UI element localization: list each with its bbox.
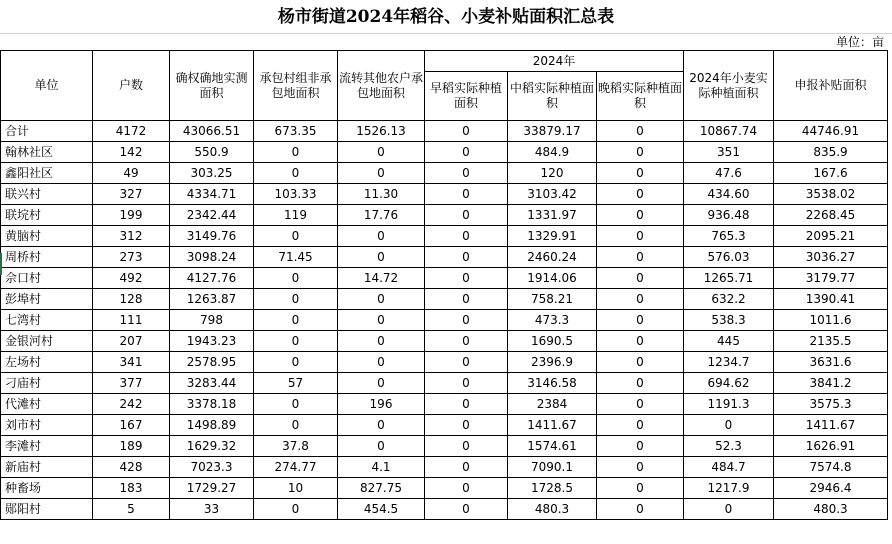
cell-mid-rice[interactable]: 1728.5 xyxy=(508,478,597,499)
cell-subsidy-area[interactable]: 2268.45 xyxy=(774,205,888,226)
cell-unit-name[interactable]: 刘市村 xyxy=(1,415,93,436)
cell-confirmed-area[interactable]: 303.25 xyxy=(170,163,254,184)
cell-mid-rice[interactable]: 2396.9 xyxy=(508,352,597,373)
cell-mid-rice[interactable]: 480.3 xyxy=(508,499,597,520)
cell-unit-name[interactable]: 彭埠村 xyxy=(1,289,93,310)
cell-households[interactable]: 341 xyxy=(93,352,170,373)
cell-subsidy-area[interactable]: 1411.67 xyxy=(774,415,888,436)
cell-subsidy-area[interactable]: 3631.6 xyxy=(774,352,888,373)
cell-contract-area[interactable]: 0 xyxy=(254,163,338,184)
cell-unit-name[interactable]: 新庙村 xyxy=(1,457,93,478)
cell-early-rice[interactable]: 0 xyxy=(425,142,508,163)
cell-households[interactable]: 312 xyxy=(93,226,170,247)
cell-unit-name[interactable]: 合计 xyxy=(1,121,93,142)
cell-households[interactable]: 207 xyxy=(93,331,170,352)
cell-early-rice[interactable]: 0 xyxy=(425,373,508,394)
cell-subsidy-area[interactable]: 1626.91 xyxy=(774,436,888,457)
cell-unit-name[interactable]: 七湾村 xyxy=(1,310,93,331)
table-row xyxy=(1,163,888,184)
cell-subsidy-area[interactable]: 3538.02 xyxy=(774,184,888,205)
cell-mid-rice[interactable]: 1914.06 xyxy=(508,268,597,289)
cell-mid-rice[interactable]: 7090.1 xyxy=(508,457,597,478)
cell-early-rice[interactable]: 0 xyxy=(425,478,508,499)
cell-early-rice[interactable]: 0 xyxy=(425,352,508,373)
cell-early-rice[interactable]: 0 xyxy=(425,184,508,205)
cell-mid-rice[interactable]: 33879.17 xyxy=(508,121,597,142)
cell-unit-name[interactable]: 周桥村 xyxy=(1,247,93,268)
cell-subsidy-area[interactable]: 480.3 xyxy=(774,499,888,520)
cell-mid-rice[interactable]: 120 xyxy=(508,163,597,184)
cell-contract-area[interactable]: 0 xyxy=(254,331,338,352)
cell-transfer-area[interactable]: 14.72 xyxy=(338,268,425,289)
cell-unit-name[interactable]: 联兴村 xyxy=(1,184,93,205)
cell-late-rice[interactable]: 0 xyxy=(597,226,684,247)
cell-unit-name[interactable]: 代滩村 xyxy=(1,394,93,415)
cell-unit-name[interactable]: 刁庙村 xyxy=(1,373,93,394)
cell-wheat-area[interactable]: 52.3 xyxy=(684,436,774,457)
cell-subsidy-area[interactable]: 44746.91 xyxy=(774,121,888,142)
cell-contract-area[interactable]: 0 xyxy=(254,394,338,415)
cell-confirmed-area[interactable]: 7023.3 xyxy=(170,457,254,478)
cell-households[interactable]: 111 xyxy=(93,310,170,331)
cell-wheat-area[interactable]: 632.2 xyxy=(684,289,774,310)
cell-households[interactable]: 199 xyxy=(93,205,170,226)
cell-subsidy-area[interactable]: 3179.77 xyxy=(774,268,888,289)
table-row xyxy=(1,373,888,394)
cell-wheat-area[interactable]: 1191.3 xyxy=(684,394,774,415)
table-row xyxy=(1,142,888,163)
cell-late-rice[interactable]: 0 xyxy=(597,331,684,352)
cell-transfer-area[interactable]: 0 xyxy=(338,415,425,436)
cell-mid-rice[interactable]: 3103.42 xyxy=(508,184,597,205)
cell-contract-area[interactable]: 0 xyxy=(254,226,338,247)
cell-contract-area[interactable]: 0 xyxy=(254,499,338,520)
cell-late-rice[interactable]: 0 xyxy=(597,268,684,289)
cell-contract-area[interactable]: 0 xyxy=(254,268,338,289)
cell-unit-name[interactable]: 黄脑村 xyxy=(1,226,93,247)
table-row xyxy=(1,268,888,289)
header-wheat-area[interactable]: 2024年小麦实际种植面积 xyxy=(684,51,774,121)
table-row xyxy=(1,121,888,142)
cell-confirmed-area[interactable]: 1729.27 xyxy=(170,478,254,499)
table-row xyxy=(1,331,888,352)
cell-contract-area[interactable]: 0 xyxy=(254,352,338,373)
cell-transfer-area[interactable]: 0 xyxy=(338,289,425,310)
cell-unit-name[interactable]: 佘口村 xyxy=(1,268,93,289)
cell-wheat-area[interactable]: 1234.7 xyxy=(684,352,774,373)
header-subsidy-area[interactable]: 申报补贴面积 xyxy=(774,51,888,121)
cell-subsidy-area[interactable]: 2095.21 xyxy=(774,226,888,247)
cell-households[interactable]: 242 xyxy=(93,394,170,415)
cell-unit-name[interactable]: 左场村 xyxy=(1,352,93,373)
table-row xyxy=(1,310,888,331)
cell-transfer-area[interactable]: 0 xyxy=(338,331,425,352)
cell-confirmed-area[interactable]: 4127.76 xyxy=(170,268,254,289)
cell-mid-rice[interactable]: 1411.67 xyxy=(508,415,597,436)
cell-households[interactable]: 327 xyxy=(93,184,170,205)
cell-unit-name[interactable]: 种畜场 xyxy=(1,478,93,499)
cell-confirmed-area[interactable]: 550.9 xyxy=(170,142,254,163)
header-year-group[interactable]: 2024年 xyxy=(425,51,684,72)
table-row xyxy=(1,205,888,226)
row-select-marker xyxy=(0,253,2,275)
cell-contract-area[interactable]: 10 xyxy=(254,478,338,499)
sheet-title[interactable]: 杨市街道2024年稻谷、小麦补贴面积汇总表 xyxy=(277,7,615,27)
cell-late-rice[interactable]: 0 xyxy=(597,499,684,520)
cell-households[interactable]: 273 xyxy=(93,247,170,268)
cell-confirmed-area[interactable]: 1263.87 xyxy=(170,289,254,310)
cell-contract-area[interactable]: 0 xyxy=(254,289,338,310)
cell-early-rice[interactable]: 0 xyxy=(425,394,508,415)
cell-early-rice[interactable]: 0 xyxy=(425,205,508,226)
cell-late-rice[interactable]: 0 xyxy=(597,247,684,268)
cell-confirmed-area[interactable]: 798 xyxy=(170,310,254,331)
table-row xyxy=(1,352,888,373)
table-row xyxy=(1,184,888,205)
cell-early-rice[interactable]: 0 xyxy=(425,436,508,457)
cell-subsidy-area[interactable]: 835.9 xyxy=(774,142,888,163)
cell-late-rice[interactable]: 0 xyxy=(597,457,684,478)
cell-confirmed-area[interactable]: 3283.44 xyxy=(170,373,254,394)
cell-confirmed-area[interactable]: 43066.51 xyxy=(170,121,254,142)
cell-contract-area[interactable]: 673.35 xyxy=(254,121,338,142)
cell-unit-name[interactable]: 郧阳村 xyxy=(1,499,93,520)
cell-transfer-area[interactable]: 0 xyxy=(338,247,425,268)
cell-early-rice[interactable]: 0 xyxy=(425,289,508,310)
cell-early-rice[interactable]: 0 xyxy=(425,226,508,247)
cell-late-rice[interactable]: 0 xyxy=(597,163,684,184)
cell-households[interactable]: 428 xyxy=(93,457,170,478)
cell-early-rice[interactable]: 0 xyxy=(425,499,508,520)
cell-mid-rice[interactable]: 484.9 xyxy=(508,142,597,163)
cell-households[interactable]: 4172 xyxy=(93,121,170,142)
cell-mid-rice[interactable]: 1331.97 xyxy=(508,205,597,226)
cell-transfer-area[interactable]: 454.5 xyxy=(338,499,425,520)
cell-wheat-area[interactable]: 0 xyxy=(684,499,774,520)
header-unit[interactable]: 单位 xyxy=(1,51,93,121)
cell-households[interactable]: 189 xyxy=(93,436,170,457)
cell-transfer-area[interactable]: 11.30 xyxy=(338,184,425,205)
cell-early-rice[interactable]: 0 xyxy=(425,247,508,268)
cell-late-rice[interactable]: 0 xyxy=(597,352,684,373)
cell-early-rice[interactable]: 0 xyxy=(425,121,508,142)
cell-late-rice[interactable]: 0 xyxy=(597,205,684,226)
cell-wheat-area[interactable]: 538.3 xyxy=(684,310,774,331)
cell-early-rice[interactable]: 0 xyxy=(425,268,508,289)
cell-unit-name[interactable]: 李滩村 xyxy=(1,436,93,457)
cell-households[interactable]: 142 xyxy=(93,142,170,163)
cell-confirmed-area[interactable]: 3098.24 xyxy=(170,247,254,268)
cell-mid-rice[interactable]: 1329.91 xyxy=(508,226,597,247)
cell-transfer-area[interactable]: 0 xyxy=(338,226,425,247)
cell-late-rice[interactable]: 0 xyxy=(597,121,684,142)
cell-subsidy-area[interactable]: 3036.27 xyxy=(774,247,888,268)
cell-subsidy-area[interactable]: 1011.6 xyxy=(774,310,888,331)
cell-wheat-area[interactable]: 484.7 xyxy=(684,457,774,478)
header-transfer-area[interactable]: 流转其他农户承包地面积 xyxy=(338,51,425,121)
cell-confirmed-area[interactable]: 2578.95 xyxy=(170,352,254,373)
cell-transfer-area[interactable]: 196 xyxy=(338,394,425,415)
cell-wheat-area[interactable]: 576.03 xyxy=(684,247,774,268)
cell-early-rice[interactable]: 0 xyxy=(425,310,508,331)
cell-confirmed-area[interactable]: 1498.89 xyxy=(170,415,254,436)
cell-contract-area[interactable]: 57 xyxy=(254,373,338,394)
cell-households[interactable]: 49 xyxy=(93,163,170,184)
cell-wheat-area[interactable]: 0 xyxy=(684,415,774,436)
cell-confirmed-area[interactable]: 3378.18 xyxy=(170,394,254,415)
cell-early-rice[interactable]: 0 xyxy=(425,331,508,352)
cell-mid-rice[interactable]: 2384 xyxy=(508,394,597,415)
cell-confirmed-area[interactable]: 1943.23 xyxy=(170,331,254,352)
cell-wheat-area[interactable]: 936.48 xyxy=(684,205,774,226)
table-row xyxy=(1,499,888,520)
cell-contract-area[interactable]: 119 xyxy=(254,205,338,226)
table-row xyxy=(1,478,888,499)
cell-contract-area[interactable]: 0 xyxy=(254,415,338,436)
header-early-rice[interactable]: 早稻实际种植面积 xyxy=(425,72,508,121)
cell-early-rice[interactable]: 0 xyxy=(425,457,508,478)
cell-wheat-area[interactable]: 10867.74 xyxy=(684,121,774,142)
header-confirmed-area[interactable]: 确权确地实测面积 xyxy=(170,51,254,121)
cell-mid-rice[interactable]: 473.3 xyxy=(508,310,597,331)
cell-unit-name[interactable]: 联垸村 xyxy=(1,205,93,226)
table-row xyxy=(1,394,888,415)
cell-contract-area[interactable]: 0 xyxy=(254,310,338,331)
cell-contract-area[interactable]: 103.33 xyxy=(254,184,338,205)
cell-late-rice[interactable]: 0 xyxy=(597,142,684,163)
cell-subsidy-area[interactable]: 7574.8 xyxy=(774,457,888,478)
table-row xyxy=(1,457,888,478)
cell-subsidy-area[interactable]: 2135.5 xyxy=(774,331,888,352)
cell-confirmed-area[interactable]: 1629.32 xyxy=(170,436,254,457)
cell-early-rice[interactable]: 0 xyxy=(425,415,508,436)
table-row xyxy=(1,289,888,310)
cell-transfer-area[interactable]: 827.75 xyxy=(338,478,425,499)
cell-confirmed-area[interactable]: 33 xyxy=(170,499,254,520)
cell-subsidy-area[interactable]: 1390.41 xyxy=(774,289,888,310)
header-late-rice[interactable]: 晚稻实际种植面积 xyxy=(597,72,684,121)
table-row xyxy=(1,226,888,247)
cell-early-rice[interactable]: 0 xyxy=(425,163,508,184)
table-row xyxy=(1,247,888,268)
cell-late-rice[interactable]: 0 xyxy=(597,184,684,205)
cell-transfer-area[interactable]: 4.1 xyxy=(338,457,425,478)
cell-transfer-area[interactable]: 0 xyxy=(338,163,425,184)
cell-transfer-area[interactable]: 17.76 xyxy=(338,205,425,226)
cell-late-rice[interactable]: 0 xyxy=(597,436,684,457)
cell-mid-rice[interactable]: 1574.61 xyxy=(508,436,597,457)
cell-transfer-area[interactable]: 0 xyxy=(338,436,425,457)
subsidy-table xyxy=(0,50,888,520)
cell-late-rice[interactable]: 0 xyxy=(597,310,684,331)
header-households[interactable]: 户数 xyxy=(93,51,170,121)
unit-label[interactable]: 单位：亩 xyxy=(835,35,884,49)
cell-wheat-area[interactable]: 765.3 xyxy=(684,226,774,247)
cell-late-rice[interactable]: 0 xyxy=(597,289,684,310)
table-row xyxy=(1,415,888,436)
cell-wheat-area[interactable]: 1217.9 xyxy=(684,478,774,499)
cell-transfer-area[interactable]: 0 xyxy=(338,142,425,163)
cell-households[interactable]: 5 xyxy=(93,499,170,520)
cell-late-rice[interactable]: 0 xyxy=(597,394,684,415)
cell-confirmed-area[interactable]: 4334.71 xyxy=(170,184,254,205)
cell-subsidy-area[interactable]: 167.6 xyxy=(774,163,888,184)
cell-households[interactable]: 492 xyxy=(93,268,170,289)
cell-transfer-area[interactable]: 0 xyxy=(338,352,425,373)
cell-wheat-area[interactable]: 1265.71 xyxy=(684,268,774,289)
cell-households[interactable]: 128 xyxy=(93,289,170,310)
cell-mid-rice[interactable]: 2460.24 xyxy=(508,247,597,268)
cell-confirmed-area[interactable]: 3149.76 xyxy=(170,226,254,247)
cell-mid-rice[interactable]: 758.21 xyxy=(508,289,597,310)
cell-unit-name[interactable]: 鑫阳社区 xyxy=(1,163,93,184)
cell-subsidy-area[interactable]: 3841.2 xyxy=(774,373,888,394)
cell-unit-name[interactable]: 金银河村 xyxy=(1,331,93,352)
cell-mid-rice[interactable]: 3146.58 xyxy=(508,373,597,394)
cell-unit-name[interactable]: 翰林社区 xyxy=(1,142,93,163)
cell-wheat-area[interactable]: 47.6 xyxy=(684,163,774,184)
cell-contract-area[interactable]: 37.8 xyxy=(254,436,338,457)
table-header xyxy=(1,51,888,121)
cell-transfer-area[interactable]: 0 xyxy=(338,373,425,394)
cell-households[interactable]: 167 xyxy=(93,415,170,436)
cell-wheat-area[interactable]: 694.62 xyxy=(684,373,774,394)
header-contract-area[interactable]: 承包村组非承包地面积 xyxy=(254,51,338,121)
cell-contract-area[interactable]: 71.45 xyxy=(254,247,338,268)
cell-subsidy-area[interactable]: 3575.3 xyxy=(774,394,888,415)
cell-mid-rice[interactable]: 1690.5 xyxy=(508,331,597,352)
header-mid-rice[interactable]: 中稻实际种植面积 xyxy=(508,72,597,121)
cell-transfer-area[interactable]: 0 xyxy=(338,310,425,331)
cell-contract-area[interactable]: 274.77 xyxy=(254,457,338,478)
cell-late-rice[interactable]: 0 xyxy=(597,415,684,436)
cell-confirmed-area[interactable]: 2342.44 xyxy=(170,205,254,226)
cell-subsidy-area[interactable]: 2946.4 xyxy=(774,478,888,499)
cell-late-rice[interactable]: 0 xyxy=(597,478,684,499)
cell-late-rice[interactable]: 0 xyxy=(597,373,684,394)
table-row xyxy=(1,436,888,457)
cell-households[interactable]: 183 xyxy=(93,478,170,499)
cell-wheat-area[interactable]: 351 xyxy=(684,142,774,163)
cell-contract-area[interactable]: 0 xyxy=(254,142,338,163)
table-body xyxy=(1,121,888,520)
cell-transfer-area[interactable]: 1526.13 xyxy=(338,121,425,142)
cell-households[interactable]: 377 xyxy=(93,373,170,394)
cell-wheat-area[interactable]: 445 xyxy=(684,331,774,352)
cell-wheat-area[interactable]: 434.60 xyxy=(684,184,774,205)
